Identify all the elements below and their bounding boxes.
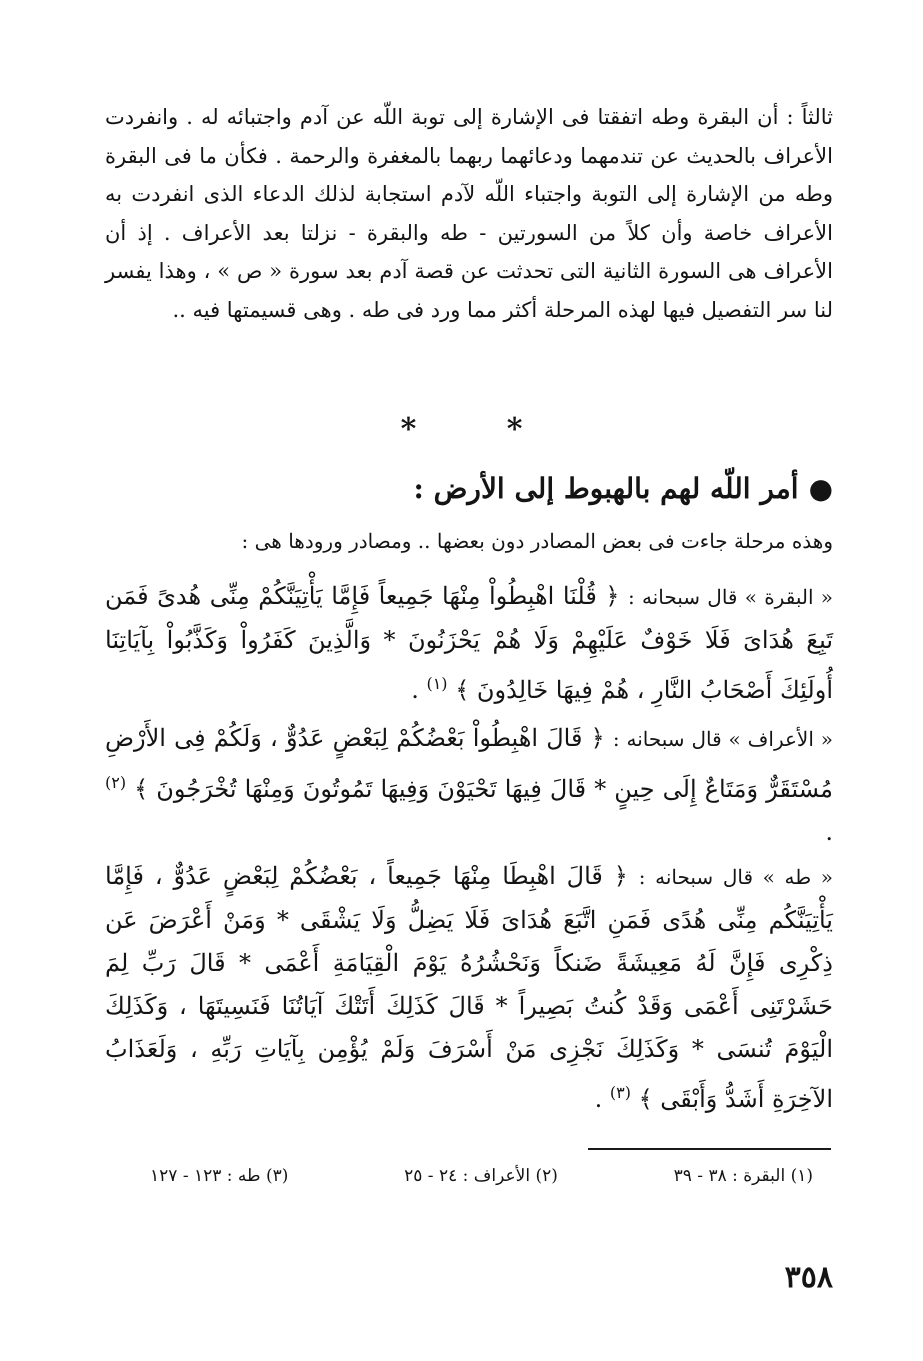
bullet-icon: ● xyxy=(808,472,833,505)
quote-source: « البقرة » قال سبحانه : xyxy=(627,585,833,609)
page-number: ٣٥٨ xyxy=(784,1260,833,1295)
quote-text: ﴿ قَالَ اهْبِطَا مِنْهَا جَمِيعاً ، بَعْضُكُمْ لِبَعْضٍ عَدُوٌّ ، فَإِمَّا يَأْتِيَنَّكُم مِنِّى هُدًى فَمَنِ اتَّبَعَ هُدَاىَ فَلَا يَضِلُّ وَلَا يَشْقَى * وَمَنْ أَعْرَضَ عَن ذِكْرِى فَإِنَّ لَهُ مَعِيشَةً ضَنكاً وَنَحْشُرُهُ يَوْمَ الْقِيَامَةِ أَعْمَى * قَالَ رَبِّ لِمَ حَشَرْتَنِى أَعْمَى وَقَدْ كُنتُ بَصِيراً * قَالَ كَذَلِكَ أَتَتْكَ آيَاتُنَا فَنَسِيتَهَا ، وَكَذَلِكَ الْيَوْمَ تُنسَى * وَكَذَلِكَ نَجْزِى مَنْ أَسْرَفَ وَلَمْ يُؤْمِن بِآيَاتِ رَبِّهِ ، وَلَعَذَابُ الآخِرَةِ أَشَدُّ وَأَبْقَى ﴾ xyxy=(105,862,833,1113)
quote-text: ﴿ قَالَ اهْبِطُواْ بَعْضُكُمْ لِبَعْضٍ عَدُوٌّ ، وَلَكُمْ فِى الأَرْضِ مُسْتَقَرٌّ وَمَتَاعٌ إِلَى حِينٍ * قَالَ فِيهَا تَحْيَوْنَ وَفِيهَا تَمُوتُونَ وَمِنْهَا تُخْرَجُونَ ﴾ xyxy=(105,724,833,803)
quote-end: . xyxy=(594,1085,610,1113)
footnote-marker: (٣) xyxy=(609,1083,631,1102)
intro-paragraph: ثالثاً : أن البقرة وطه اتفقتا فى الإشارة إلى توبة اللّه عن آدم واجتبائه له . وانفردت الأعراف بالحديث عن تندمهما ودعائهما ربهما بالمغفرة والرحمة . فكأن ما فى البقرة وطه من الإشارة إلى التوبة واجتباء اللّه لآدم استجابة لذلك الدعاء الذى انفردت به الأعراف خاصة وأن كلاً من السورتين - طه والبقرة - نزلتا بعد الأعراف . إذ أن الأعراف هى السورة الثانية التى تحدثت عن قصة آدم بعد سورة « ص » ، وهذا يفسر لنا سر التفصيل فيها لهذه المرحلة أكثر مما ورد فى طه . وهى قسيمتها فيه .. xyxy=(105,105,833,322)
footnote-1: (١) البقرة : ٣٨ - ٣٩ xyxy=(673,1166,813,1186)
quote-araf xyxy=(105,717,833,854)
quote-source: « الأعراف » قال سبحانه : xyxy=(612,727,833,751)
quote-baqara xyxy=(105,575,833,712)
footnote-3: (٣) طه : ١٢٣ - ١٢٧ xyxy=(150,1166,289,1186)
quote-text: ﴿ قُلْنَا اهْبِطُواْ مِنْهَا جَمِيعاً فَإِمَّا يَأْتِيَنَّكُمْ مِنِّى هُدىً فَمَن تَبِعَ هُدَاىَ فَلَا خَوْفٌ عَلَيْهِمْ وَلَا هُمْ يَحْزَنُونَ * وَالَّذِينَ كَفَرُواْ وَكَذَّبُواْ بِآيَاتِنَا أُولَئِكَ أَصْحَابُ النَّارِ ، هُمْ فِيهَا خَالِدُونَ ﴾ xyxy=(105,582,833,704)
section-heading xyxy=(105,472,833,505)
section-separator: * * xyxy=(400,412,563,447)
footnote-divider xyxy=(588,1148,831,1150)
footnote-marker: (١) xyxy=(426,674,448,693)
footnote-2: (٢) الأعراف : ٢٤ - ٢٥ xyxy=(404,1166,558,1186)
quote-taha xyxy=(105,855,833,1121)
footnote-marker: (٢) xyxy=(105,773,127,792)
section-heading-text: أمر اللّه لهم بالهبوط إلى الأرض : xyxy=(413,472,799,505)
quote-end: . xyxy=(825,818,833,846)
quote-end: . xyxy=(411,676,427,704)
sources-intro: وهذه مرحلة جاءت فى بعض المصادر دون بعضها .. ومصادر ورودها هى : xyxy=(241,529,833,553)
footnotes xyxy=(150,1166,813,1186)
quote-source: « طه » قال سبحانه : xyxy=(638,865,833,889)
